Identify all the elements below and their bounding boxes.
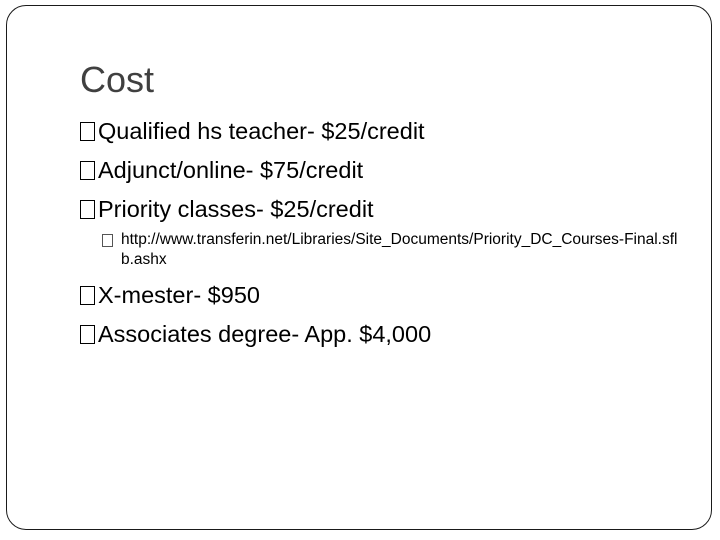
bullet-item — [80, 319, 690, 349]
bullet-square-icon — [80, 161, 95, 180]
bullet-item — [80, 280, 690, 310]
bullet-text: X-mester- $950 — [98, 282, 260, 308]
bullet-item — [80, 194, 690, 224]
sub-bullet-link[interactable]: http://www.transferin.net/Libraries/Site_Documents/Priority_DC_Courses-Final.sflb.ashx — [121, 231, 678, 268]
bullet-list — [80, 116, 690, 358]
bullet-text: Associates degree- App. $4,000 — [98, 321, 432, 347]
bullet-square-icon — [80, 122, 95, 141]
bullet-text: Qualified hs teacher- $25/credit — [98, 118, 425, 144]
bullet-item — [80, 116, 690, 146]
bullet-text: Adjunct/online- $75/credit — [98, 157, 364, 183]
bullet-square-icon — [80, 200, 95, 219]
bullet-square-icon — [80, 325, 95, 344]
bullet-square-icon — [80, 286, 95, 305]
slide-title: Cost — [80, 59, 155, 100]
bullet-item — [80, 155, 690, 185]
sub-bullet-square-icon — [102, 234, 113, 247]
bullet-text: Priority classes- $25/credit — [98, 196, 374, 222]
sub-bullet-item — [102, 230, 681, 270]
